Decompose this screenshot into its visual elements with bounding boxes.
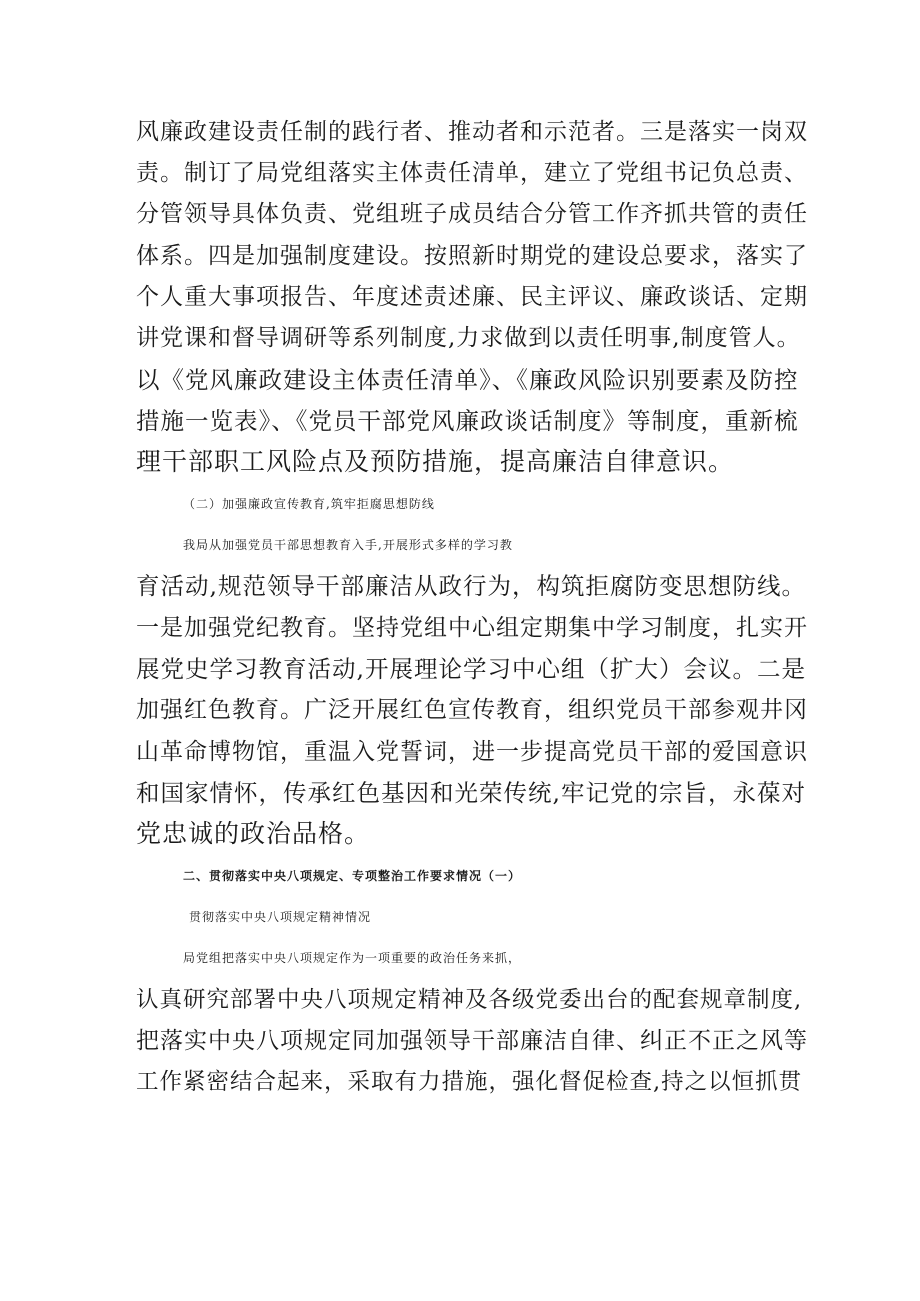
paragraph-line: 把落实中央八项规定同加强领导干部廉洁自律、纠正不正之风等 — [136, 1028, 808, 1054]
paragraph-line: 工作紧密结合起来，采取有力措施，强化督促检查,持之以恒抓贯 — [136, 1069, 803, 1095]
paragraph-line: 措施一览表》、《党员干部党风廉政谈话制度》等制度，重新梳 — [136, 407, 799, 435]
paragraph-line: 理干部职工风险点及预防措施，提高廉洁自律意识。 — [136, 447, 735, 476]
paragraph-line: 我局从加强党员干部思想教育入手,开展形式多样的学习教 — [183, 538, 513, 552]
paragraph-line: 加强红色教育。广泛开展红色宣传教育，组织党员干部参观井冈 — [136, 697, 808, 723]
section-subheading: （二）加强廉政宣传教育,筑牢拒腐思想防线 — [183, 497, 435, 511]
paragraph-line: 分管领导具体负责、党组班子成员结合分管工作齐抓共管的责任 — [136, 201, 808, 227]
paragraph-line: 风廉政建设责任制的践行者、推动者和示范者。三是落实一岗双 — [136, 119, 808, 145]
section-subheading: 贯彻落实中央八项规定精神情况 — [189, 910, 372, 924]
paragraph-line: 育活动,规范领导干部廉洁从政行为，构筑拒腐防变思想防线。 — [136, 572, 806, 600]
paragraph-line: 展党史学习教育活动,开展理论学习中心组（扩大）会议。二是 — [136, 655, 806, 683]
paragraph-line: 一是加强党纪教育。坚持党组中心组定期集中学习制度，扎实开 — [136, 615, 808, 641]
paragraph-line: 责。制订了局党组落实主体责任清单，建立了党组书记负总责、 — [136, 160, 808, 186]
paragraph-line: 以《党风廉政建设主体责任清单》、《廉政风险识别要素及防控 — [136, 366, 799, 394]
section-heading: 二、贯彻落实中央八项规定、专项整治工作要求情况（一） — [183, 869, 522, 883]
paragraph-line: 党忠诚的政治品格。 — [136, 819, 371, 848]
paragraph-line: 山革命博物馆，重温入党誓词，进一步提高党员干部的爱国意识 — [136, 739, 808, 765]
paragraph-line: 个人重大事项报告、年度述责述廉、民主评议、廉政谈话、定期 — [136, 284, 808, 310]
paragraph-line: 讲党课和督导调研等系列制度,力求做到以责任明事,制度管人。 — [136, 325, 801, 351]
paragraph-line: 体系。四是加强制度建设。按照新时期党的建设总要求，落实了 — [136, 243, 808, 269]
paragraph-line: 局党组把落实中央八项规定作为一项重要的政治任务来抓， — [183, 951, 522, 965]
paragraph-line: 认真研究部署中央八项规定精神及各级党委出台的配套规章制度, — [136, 987, 803, 1013]
paragraph-line: 和国家情怀，传承红色基因和光荣传统,牢记党的宗旨，永葆对 — [136, 779, 806, 807]
